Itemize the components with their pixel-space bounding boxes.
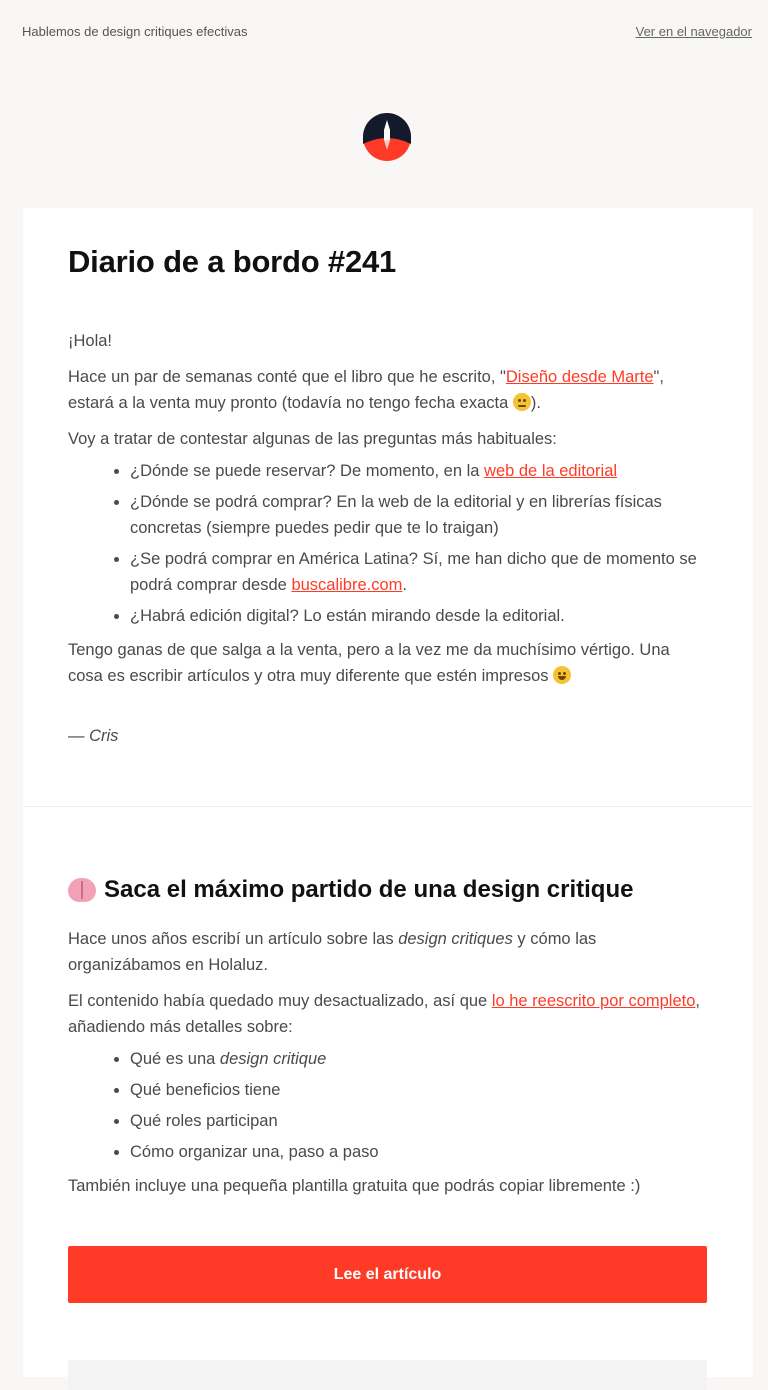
intro-text-after: ", estará a la venta muy pronto (todavía no tengo fecha exacta bbox=[68, 368, 664, 412]
article-title bbox=[68, 876, 708, 904]
preheader bbox=[0, 0, 768, 62]
topic-item: • Cómo organizar una, paso a paso bbox=[130, 1139, 708, 1165]
view-in-browser-link[interactable]: Ver en el navegador bbox=[635, 24, 752, 39]
faq-item: • ¿Dónde se puede reservar? De momento, en la web de la editorial bbox=[130, 458, 708, 484]
read-article-button[interactable]: Lee el artículo bbox=[68, 1246, 707, 1303]
rocket-logo-icon bbox=[362, 112, 412, 162]
article-paragraph-1: Hace unos años escribí un artículo sobre las design critiques y cómo las organizábamos en Holaluz. bbox=[68, 930, 597, 974]
faq-list bbox=[68, 458, 708, 629]
next-section-block bbox=[68, 1360, 707, 1390]
faq-intro: Voy a tratar de contestar algunas de las preguntas más habituales: bbox=[68, 430, 557, 448]
laughing-emoji-icon bbox=[553, 666, 571, 684]
article-paragraph-2: El contenido había quedado muy desactualizado, así que lo he reescrito por completo, añadiendo más detalles sobre: bbox=[68, 992, 701, 1036]
closing-paragraph: Tengo ganas de que salga a la venta, pero a la vez me da muchísimo vértigo. Una cosa es escribir artículos y otra muy diferente que estén impresos bbox=[68, 641, 670, 685]
preheader-title: Hablemos de design critiques efectivas bbox=[22, 24, 248, 39]
editorial-link[interactable]: web de la editorial bbox=[484, 462, 618, 480]
intro-text: Hace un par de semanas conté que el libro que he escrito, " bbox=[68, 368, 506, 386]
intro-text-end: ). bbox=[530, 394, 541, 412]
topic-item: • Qué roles participan bbox=[130, 1108, 708, 1134]
faq-item: • ¿Se podrá comprar en América Latina? Sí, me han dicho que de momento se podrá comprar desde buscalibre.com. bbox=[130, 546, 708, 598]
faq-item: • ¿Dónde se podrá comprar? En la web de la editorial y en librerías físicas concretas (siempre puedes pedir que te lo traigan) bbox=[130, 489, 708, 541]
buscalibre-link[interactable]: buscalibre.com bbox=[291, 576, 403, 594]
rewritten-article-link[interactable]: lo he reescrito por completo bbox=[491, 992, 696, 1010]
topic-item: • Qué es una design critique bbox=[130, 1046, 708, 1072]
intro-section bbox=[68, 328, 708, 749]
faq-item: • ¿Habrá edición digital? Lo están mirando desde la editorial. bbox=[130, 603, 708, 629]
brain-emoji-icon bbox=[68, 878, 96, 902]
topics-list bbox=[68, 1046, 708, 1165]
issue-title: Diario de a bordo #241 bbox=[68, 244, 397, 279]
topic-item: • Qué beneficios tiene bbox=[130, 1077, 708, 1103]
intro-paragraph bbox=[68, 364, 708, 416]
book-link[interactable]: Diseño desde Marte bbox=[505, 368, 654, 386]
article-paragraph-3: También incluye una pequeña plantilla gratuita que podrás copiar libremente :) bbox=[68, 1177, 641, 1195]
greeting: ¡Hola! bbox=[68, 332, 113, 350]
article-title-text: Saca el máximo partido de una design critique bbox=[104, 876, 634, 903]
smile-emoji-icon bbox=[513, 393, 531, 411]
section-divider bbox=[23, 806, 753, 807]
signature: — Cris bbox=[68, 727, 119, 745]
article-section bbox=[68, 876, 708, 1199]
newsletter-card bbox=[23, 208, 753, 1377]
